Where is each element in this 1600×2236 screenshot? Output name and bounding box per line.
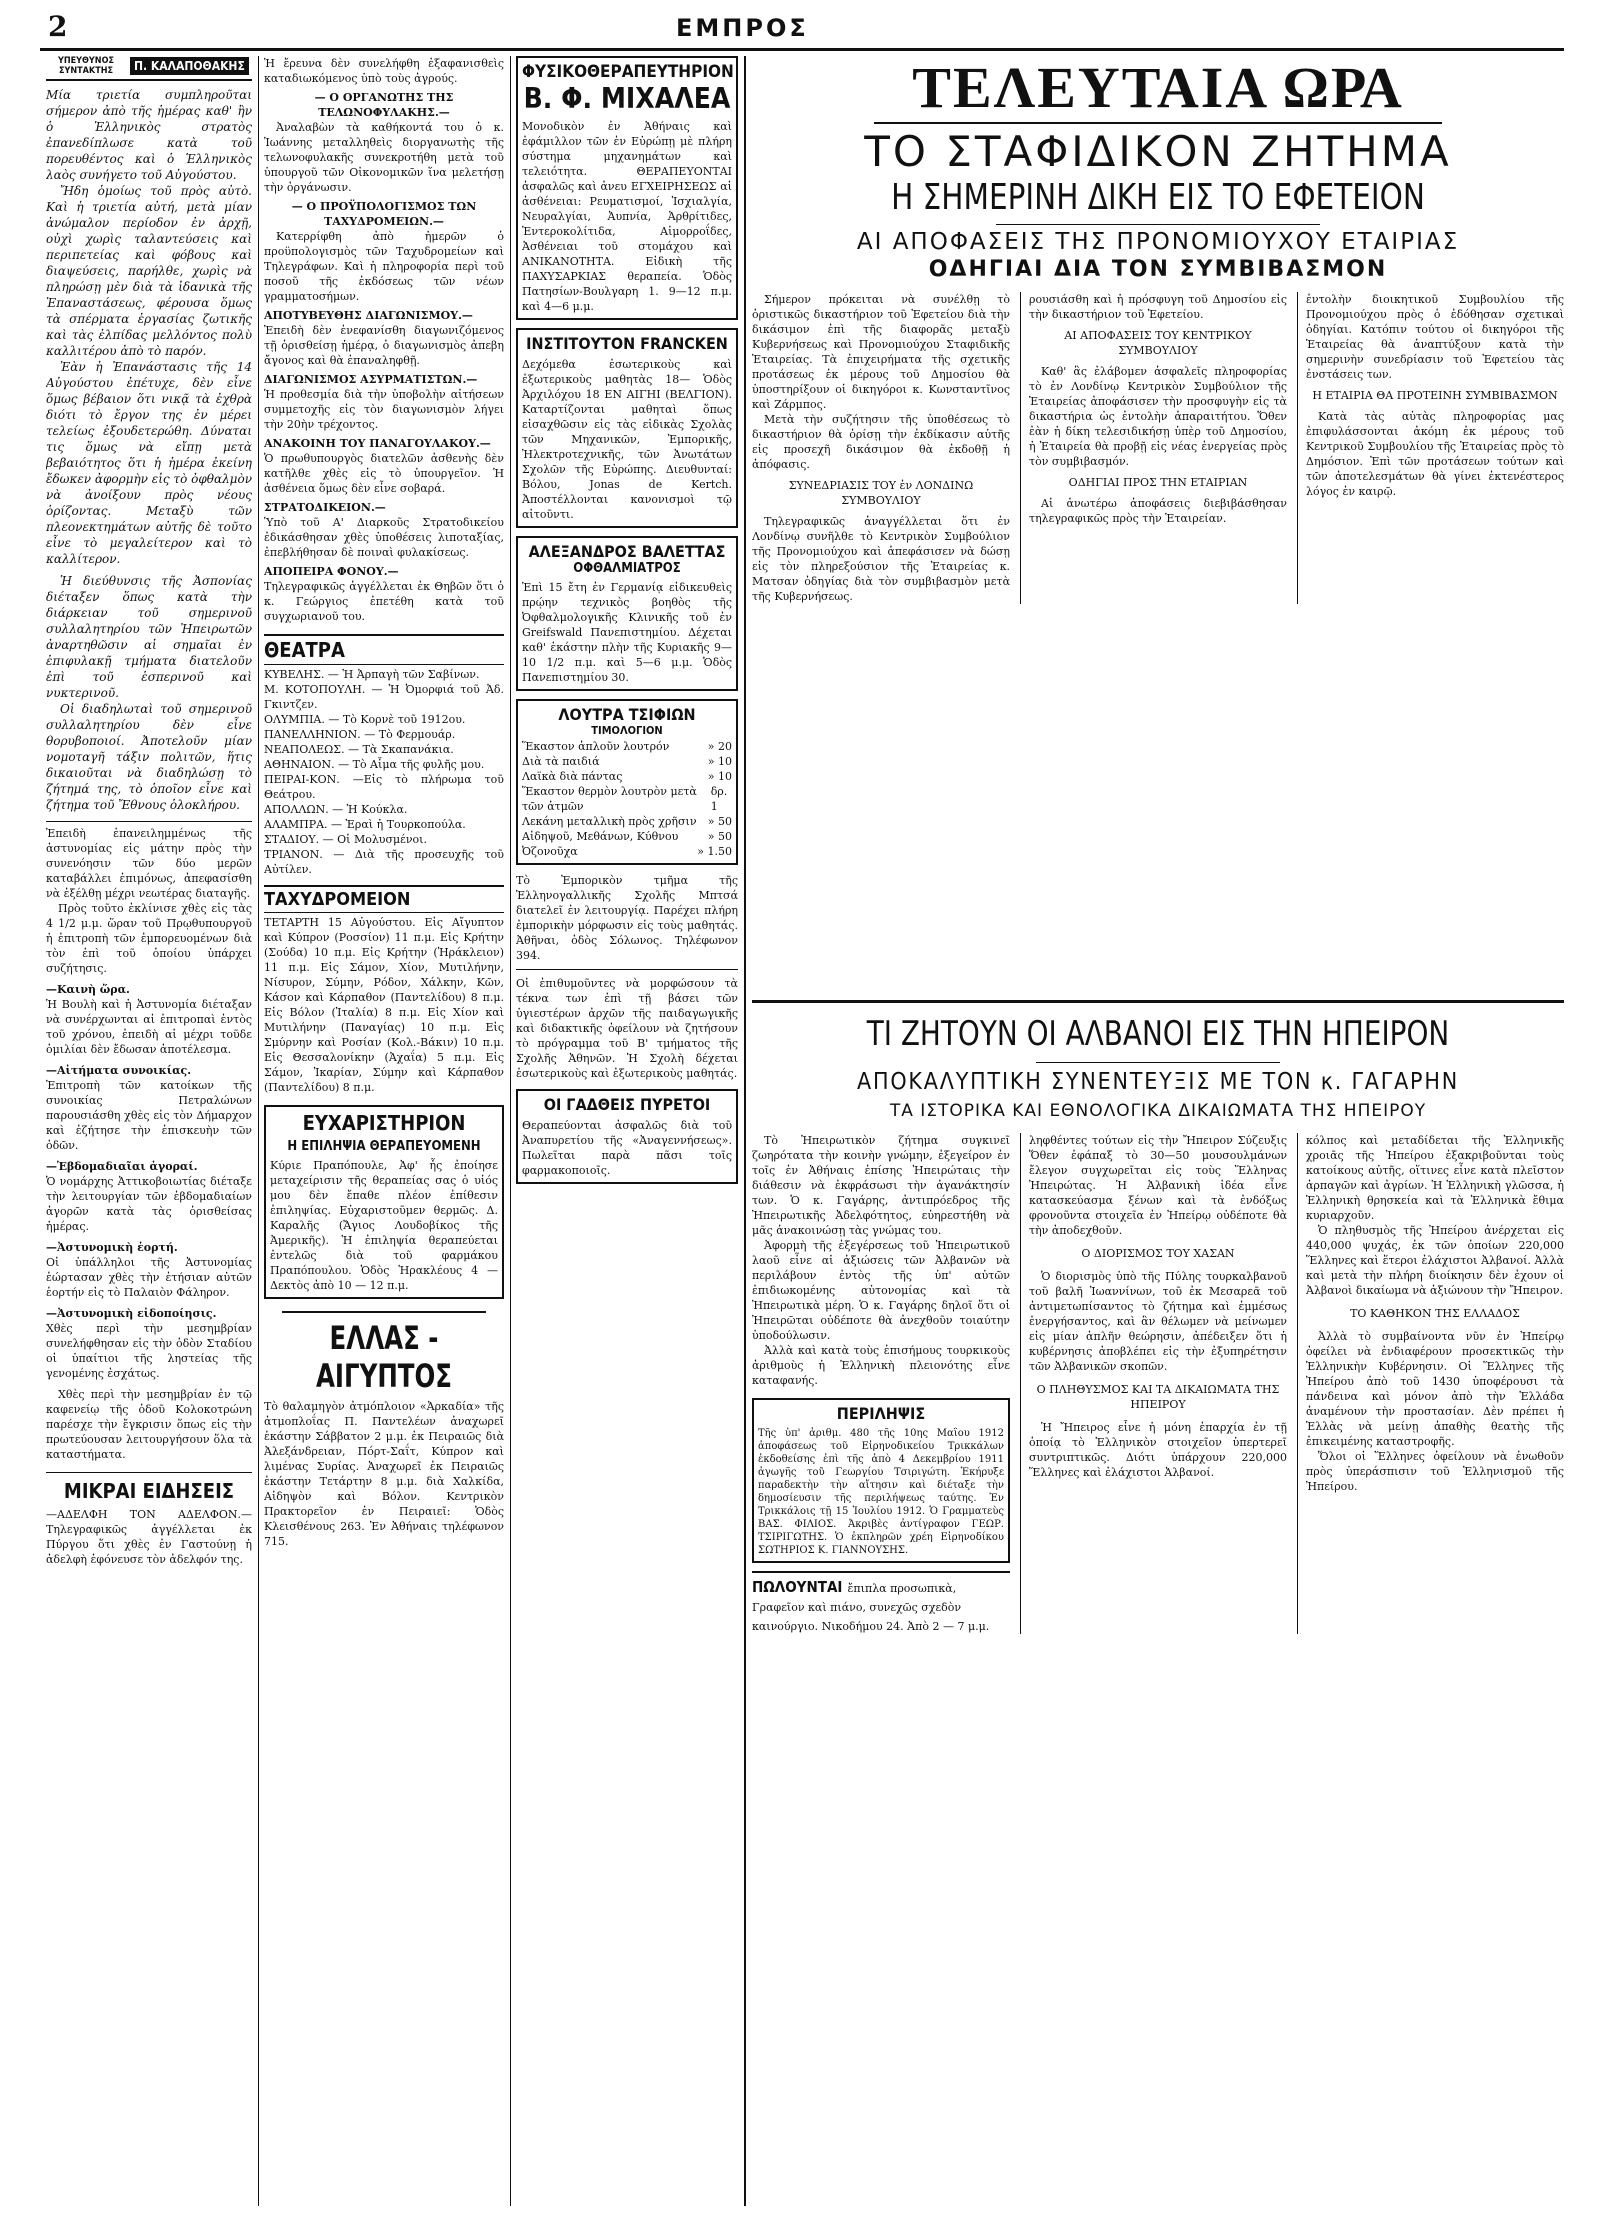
story-subheading: ΑΙ ΑΠΟΦΑΣΕΙΣ ΤΟΥ ΚΕΝΤΡΙΚΟΥ ΣΥΜΒΟΥΛΙΟΥ: [1064, 329, 1252, 357]
shipping-text: Τὸ θαλαμηγὸν ἀτμόπλοιον «Ἀρκαδία» τῆς ἀτμοπλοΐας Π. Παντελέων ἀναχωρεῖ ἑκάστην Σάββατον 2 μ.μ. ἐκ Πειραιῶς διὰ Ἀλεξάνδρειαν, Πόρτ-Σαΐτ, Κύπρον καὶ λιμένας Συρίας. Ἀναχωρεῖ ἐκ Πειραιῶς ἑκάστην Τετάρτην 8 μ.μ. διὰ Χαλκίδα, Αἰδηψὸν καὶ Βόλον. Κεντρικὸν Πρακτορεῖον ἐν Πειραιεῖ: Ὁδὸς Κλεισθένους 263. Ἐν Ἀθήναις τηλέφωνον 715.: [264, 1400, 504, 1548]
news-heading: —Καινὴ ὥρα.: [46, 983, 130, 996]
francken-advert: [516, 328, 738, 528]
column-2: [264, 56, 504, 1549]
fever-heading: ΟΙ ΓΑΔΘΕΙΣ ΠΥΡΕΤΟΙ: [543, 1095, 711, 1114]
story-paragraph: Ἀφορμὴ τῆς ἐξεγέρσεως τοῦ Ἠπειρωτικοῦ λαοῦ εἶνε αἱ ἀξιώσεις τῶν Ἀλβανῶν νὰ περιλάβουν ἐντὸς τῆς ὑπ' αὐτῶν ἐπιδιωκομένης αὐτονομίας καὶ τὰ Ἠπειρωτικὰ μέρη. Ὁ κ. Γαγάρης δηλοῖ ὅτι οἱ Ἠπειρῶται οὐδέποτε θὰ ἀνεχθοῦν τοιαύτην ὑποδούλωσιν.: [752, 1239, 1010, 1342]
price-row: [522, 829, 732, 844]
story-subheading: ΣΥΝΕΔΡΙΑΣΙΣ ΤΟΥ ἐν ΛΟΝΔΙΝΩ ΣΥΜΒΟΥΛΙΟΥ: [788, 479, 974, 507]
price-row: [522, 754, 732, 769]
baths-advert: [516, 699, 738, 865]
news-paragraph: Ἀναλαβὼν τὰ καθήκοντά του ὁ κ. Ἰωάννης μεταλληθεὶς διοργανωτὴς τῆς τελωνοφυλακῆς συνεκροτήθη μετὰ τοῦ ὑπουργοῦ τῶν Οἰκονομικῶν ἵνα μελετήσῃ τὴν ὀργάνωσιν.: [264, 121, 504, 194]
news-heading: ΣΤΡΑΤΟΔΙΚΕΙΟΝ.—: [264, 501, 386, 514]
summary-heading: ΠΕΡΙΛΗΨΙΣ: [836, 1404, 926, 1423]
short-news-text: —ΑΔΕΛΦΗ ΤΟΝ ΑΔΕΛΦΟΝ.— Τηλεγραφικῶς ἀγγέλλεται ἐκ Πύργου ὅτι χθὲς ἐν Γαστούνῃ ἡ ἀδελφὴ ἐφόνευσε τὸν ἀδελφόν της.: [46, 1508, 252, 1566]
albanians-story: [752, 1012, 1564, 1634]
story-paragraph: Ὅλοι οἱ Ἕλληνες ὀφείλουν νὰ ἐνωθοῦν πρὸς ὑπεράσπισιν τοῦ Ἑλληνισμοῦ τῆς Ἠπείρου.: [1306, 1450, 1564, 1493]
story-paragraph: Κατὰ τὰς αὐτὰς πληροφορίας μας ἐπιφυλάσσονται ἀκόμη ἐκ μέρους τοῦ Κεντρικοῦ Συμβουλίου τῆς Ἑταιρείας πρὸς τὸ Δημόσιον. Ἐπὶ τῶν προτάσεων τούτων καὶ τῶν ἀποτελεσμάτων θὰ γίνει ἐκτενέστερος λόγος ἐν καιρῷ.: [1306, 410, 1564, 498]
headline-albanians: ΤΙ ΖΗΤΟΥΝ ΟΙ ΑΛΒΑΝΟΙ ΕΙΣ ΤΗΝ ΗΠΕΙΡΟΝ: [866, 1014, 1450, 1054]
page-number: 2: [48, 10, 68, 43]
price-item: Ἕκαστον ἁπλοῦν λουτρόν: [522, 740, 670, 753]
physio-advert: [516, 56, 738, 320]
valettas-heading: ΑΛΕΞΑΝΔΡΟΣ ΒΑΛΕΤΤΑΣ: [528, 542, 726, 561]
story-separator: [752, 1000, 1564, 1003]
headline-interview: ΑΠΟΚΑΛΥΠΤΙΚΗ ΣΥΝΕΝΤΕΥΞΙΣ ΜΕ ΤΟΝ κ. ΓΑΓΑΡΗΝ: [857, 1069, 1459, 1095]
column-rule-1: [258, 56, 259, 2206]
story-subheading: Η ΕΤΑΙΡΙΑ ΘΑ ΠΡΟΤΕΙΝΗ ΣΥΜΒΙΒΑΣΜΟΝ: [1312, 389, 1558, 402]
editorial-paragraph: Ἤδη ὁμοίως τοῦ πρὸς αὐτὸ. Καὶ ἡ τριετία αὐτή, μετὰ μίαν ἀνώμαλον περίοδον ἐν ἀρχῇ, οὐχὶ χωρὶς ταλαντεύσεις καὶ περιπετείας καὶ φόβους καὶ διαψεύσεις, παρήλθε, χωρὶς νὰ πληρώσῃ μὲν διὰ τὰ ἰδανικὰ τῆς Ἐπαναστάσεως, φέρουσα ὅμως τὰ σπέρματα ἐργασίας ζωτικῆς καὶ τὰς ἐλπίδας μελλόντος πολὺ καλλιτέρου ἀπὸ τὸ παρόν.: [46, 184, 252, 358]
albanians-column-3: [1297, 1133, 1564, 1634]
summary-notice: [752, 1398, 1010, 1563]
column-rule-3: [744, 56, 746, 2206]
responsible-editor: [46, 56, 252, 81]
physio-heading: ΦΥΣΙΚΟΘΕΡΑΠΕΥΤΗΡΙΟΝ: [522, 62, 734, 82]
responsible-label: ΥΠΕΥΘΥΝΟΣ ΣΥΝΤΑΚΤΗΣ: [58, 56, 114, 76]
news-paragraph: Ἐπειδὴ ἐπανειλημμένως τῆς ἀστυνομίας εἰς μάτην πρὸς τὴν συνενόησιν τῶν δύο μερῶν καταβάλλει ἐπιμόνως, ἀπεφασίσθη νὰ ἐξέλθῃ μέχρι νεωτέρας διαταγῆς.: [46, 827, 252, 900]
theatre-listing: ΣΤΑΔΙΟΥ. — Οἱ Μολυσμένοι.: [264, 833, 427, 846]
price-value: » 10: [707, 770, 732, 783]
baths-price-list: [522, 739, 732, 859]
theatre-listing: ΑΘΗΝΑΙΟΝ. — Τὸ Αἷμα τῆς φυλῆς μου.: [264, 758, 485, 771]
price-item: Λαϊκὰ διὰ πάντας: [522, 770, 623, 783]
headline-company-decisions: ΑΙ ΑΠΟΦΑΣΕΙΣ ΤΗΣ ΠΡΟΝΟΜΙΟΥΧΟΥ ΕΤΑΙΡΙΑΣ: [856, 229, 1460, 255]
news-paragraph: Ἐπιτροπὴ τῶν κατοίκων τῆς συνοικίας Πετραλώνων παρουσιάσθη χθὲς εἰς τὸν Δήμαρχον καὶ ἐζήτησε τὴν ἐπισκευὴν τῶν ὁδῶν.: [46, 1079, 252, 1152]
divider: [516, 969, 738, 970]
divider: [46, 821, 252, 822]
thanks-advert: [264, 1105, 504, 1299]
raisin-column-3: [1297, 292, 1564, 604]
price-row: [522, 784, 732, 814]
theatre-listing: ΝΕΑΠΟΛΕΩΣ. — Τὰ Σκαπανάκια.: [264, 743, 454, 756]
for-sale-text: ἔπιπλα προσωπικὰ, Γραφεῖον καὶ πιάνο, συνεχῶς σχεδὸν καινούργιο. Νικοδήμου 24. Ἀπὸ 2 — 7 μ.μ.: [752, 1582, 990, 1633]
story-paragraph: Τὸ Ἠπειρωτικὸν ζήτημα συγκινεῖ ζωηρότατα τὴν κοινὴν γνώμην, ἐξεγείρον ἐν τοῖς ἐν Ἀθήναις ἐπίσης Ἠπειρώταις τὴν διάθεσιν νὰ ἐκφράσωσι τὴν ἀγανάκτησίν των. Ὁ κ. Γαγάρης, ἀντιπρόεδρος τῆς Ἠπειρωτικῆς Ἀδελφότητος, εὐηρεστήθη νὰ μᾶς ἀνακοινώσῃ τὰς γνώμας του.: [752, 1134, 1010, 1237]
albanians-column-2: [1020, 1133, 1287, 1634]
theatre-listing: ΚΥΒΕΛΗΣ. — Ἡ Ἀρπαγὴ τῶν Σαβίνων.: [264, 668, 480, 681]
responsible-name: Π. ΚΑΛΑΠΟΘΑΚΗΣ: [130, 57, 249, 75]
story-paragraph: ἐντολὴν διοικητικοῦ Συμβουλίου τῆς Προνομιούχου πρὸς ὁ ἐδόθησαν σχετικαὶ ὁδηγίαι. Κατόπιν τούτου οἱ δικηγόροι τῆς Ἑταιρείας θὰ ἀναπτύξουν κατὰ τὴν σημερινὴν συνεδρίασιν τοῦ Ἐφετείου τὰς ἐνστάσεις των.: [1306, 293, 1564, 381]
news-paragraph: Ἡ Βουλὴ καὶ ἡ Ἀστυνομία διέταξαν νὰ συνέρχωνται αἱ ἐπιτροπαὶ ἐντὸς τοῦ χρόνου, ἐπειδὴ αἱ μέχρι τοῦδε ὁμιλίαι δὲν ἔδωσαν ἀποτέλεσμα.: [46, 998, 252, 1056]
epilepsy-heading: Η ΕΠΙΛΗΨΙΑ ΘΕΡΑΠΕΥΟΜΕΝΗ: [287, 1139, 481, 1154]
price-row: [522, 844, 732, 859]
column-1: [46, 56, 252, 1567]
story-paragraph: Καθ' ἃς ἐλάβομεν ἀσφαλεῖς πληροφορίας τὸ ἐν Λονδίνῳ Κεντρικὸν Συμβούλιον τῆς Ἑταιρείας ἀποφάσισεν τὴν προσφυγὴν εἰς τὰ δικαστήρια ὡς ἐντολὴν ἀπαραιτήτου. Ὅθεν ἐὰν ἡ δίκη τελεσιδικήσῃ ὑπὲρ τοῦ Δημοσίου, ἡ Ἑταιρεία θὰ προβῇ εἰς νέας ἐνεργείας πρὸς τὸν συμβιβασμόν.: [1029, 365, 1287, 468]
theatre-listing: ΑΠΟΛΛΩΝ. — Ἡ Κούκλα.: [264, 803, 408, 816]
theatre-listing: Μ. ΚΟΤΟΠΟΥΛΗ. — Ἡ Ὀμορφιά τοῦ Ἀδ. Γκιντζεν.: [264, 683, 504, 711]
story-paragraph: κόλπος καὶ μεταδίδεται τῆς Ἑλληνικῆς χροιᾶς τῆς Ἠπείρου ἐξακριβοῦνται τοὺς κατοίκους αὐτῆς, οἵτινες εἶνε κατὰ πλεῖστον ἀρπαγῶν καὶ ἀγρίων. Ἡ Ἑλληνικὴ γλῶσσα, ἡ Ἑλληνικὴ θρησκεία καὶ τὰ Ἑλληνικὰ ἔθιμα κυριαρχοῦν.: [1306, 1134, 1564, 1222]
price-row: [522, 739, 732, 754]
francken-text: Δεχόμεθα ἐσωτερικοὺς καὶ ἐξωτερικοὺς μαθητὰς 18— Ὁδὸς Ἀρχιλόχου 18 ΕΝ ΑΙΓΗΙ (ΒΕΛΓΙΟΝ). Καταρτίζονται μαθηταὶ ὅπως εἰσαχθῶσιν εἰς τὰς εἰδικὰς Σχολὰς τῶν Μηχανικῶν, Ἐμπορικῆς, Ἠλεκτροτεχνικῆς, τῶν Ἀνωτάτων Σχολῶν τῆς Εὐρώπης. Διευθυνταί: Βόλου, Jonas de Kertch. Ἀποστέλλονται κανονισμοὶ τῷ αἰτοῦντι.: [522, 358, 732, 521]
price-value: » 10: [707, 755, 732, 768]
story-subheading: ΟΔΗΓΙΑΙ ΠΡΟΣ ΤΗΝ ΕΤΑΙΡΙΑΝ: [1068, 476, 1248, 489]
price-value: » 1.50: [697, 845, 732, 858]
story-paragraph: Αἱ ἀνωτέρω ἀποφάσεις διεβιβάσθησαν τηλεγραφικῶς πρὸς τὴν Ἑταιρείαν.: [1029, 497, 1287, 525]
divider: [874, 122, 1442, 124]
story-paragraph: Μετὰ τὴν συζήτησιν τῆς ὑποθέσεως τὸ δικαστήριον θὰ ὁρίσῃ τὴν ἐκδίκασιν αὐτῆς εἰς προσεχῆ δικάσιμον θὰ ἐκδοθῇ ἡ ἀπόφασις.: [752, 413, 1010, 471]
story-paragraph: Ὁ πληθυσμὸς τῆς Ἠπείρου ἀνέρχεται εἰς 440,000 ψυχάς, ἐκ τῶν ὁποίων 220,000 Ἕλληνες καὶ ἕτεροι ἐλάχιστοι Ἀλβανοί. Ἀλλὰ καὶ μετὰ τὴν πλήρη διοίκησιν δὲν ἐχουν οἱ Ἀλβανοὶ δικαίωμα νὰ ἀξιώνουν τὴν Ἤπειρον.: [1306, 1224, 1564, 1297]
epilepsy-text: Κύριε Πραπόπουλε, Ἀφ' ἧς ἐποίησε μεταχείρισιν τῆς θεραπείας σας ὁ υἱός μου δὲν ἔπαθε πλέον ἐπίθεσιν ἐπιληψίας. Εὐχαριστοῦμεν θερμῶς. Δ. Καραλῆς (Ἄγιος Λουδοβίκος τῆς Ἀμερικῆς). Ἡ ἐπιληψία θεραπεύεται ἐντελῶς διὰ τοῦ φαρμάκου Πραπόπουλου. Ὁδὸς Ἡρακλέους 4 — Δεκτὸς ἀπὸ 10 — 12 π.μ.: [270, 1159, 498, 1292]
price-item: Ἕκαστον θερμὸν λουτρὸν μετὰ τῶν ἀτμῶν: [522, 785, 697, 813]
main-story: [752, 55, 1564, 604]
divider: [996, 224, 1321, 225]
price-item: Ὀζονοῦχα: [522, 845, 578, 858]
price-value: » 20: [707, 740, 732, 753]
story-paragraph: ληφθέντες τούτων εἰς τὴν Ἤπειρον Σύζευξις Ὅθεν ἐφάπαξ τὸ 30—50 μουσουλμάνων ἔλεγον συγχωρεῖται εἰς τοὺς Ἕλληνας Ἠπειρώτας. Ἡ Ἀλβανικὴ ἰδέα εἶνε κατασκεύασμα ξένων καὶ τὰ ἐνδόξως φρονοῦντα στοιχεῖα ἐν Ἠπείρῳ οὐδέποτε θὰ τὴν ἀποδεχθοῦν.: [1029, 1134, 1287, 1237]
news-heading: ΑΠΟΤΥΒΕΥΘΗΣ ΔΙΑΓΩΝΙΣΜΟΥ.—: [264, 309, 473, 322]
albanians-story-columns: [752, 1133, 1564, 1634]
story-paragraph: Σήμερον πρόκειται νὰ συνέλθῃ τὸ ὁριστικῶς δικαστήριον τοῦ Ἐφετείου διὰ τὴν δικάσιμον ἐπὶ τῆς διαφορᾶς μεταξὺ Κυβερνήσεως καὶ Προνομιούχου Σταφιδικῆς Ἑταιρείας. Τὰ ἐπιχειρήματα τῆς σχετικῆς προτάσεως ἐκ μέρους τοῦ Δημοσίου θὰ ὑποστηρίξουν οἱ δικηγόροι κ. Κωνσταντῖνος καὶ Ζάρμπος.: [752, 293, 1010, 411]
masthead-rule: [40, 48, 1564, 51]
story-paragraph: Ὁ διορισμὸς ὑπὸ τῆς Πύλης τουρκαλβανοῦ τοῦ βαλῆ Ἰωαννίνων, τοῦ ἐκ Μεσαρεᾶ τοῦ ἀντιμετωπίσαντος τὸ ζήτημα καὶ ἐμμέσως ἐνεργήσαντος, καὶ ἂν θέλωμεν νὰ μείνωμεν εἰς μίαν ἀπλῆν θεώρησιν, ἀπέδειξεν ὅτι ἡ κυβέρνησις ἀποβλέπει εἰς τὴν ἐξυπηρέτησιν τῶν Ἀλβανικῶν σκοπῶν.: [1029, 1270, 1287, 1373]
price-value: » 50: [707, 830, 732, 843]
news-paragraph: Πρὸς τοῦτο ἐκλίνισε χθὲς εἰς τὰς 4 1/2 μ.μ. ὥραν τοῦ Πρῳθυπουργοῦ ἡ ἐπιτροπὴ τῶν ἐμπορευομένων διὰ τὸν ἐπὶ τοῦ ὁποίου ὑπάρχει συζήτησις.: [46, 902, 252, 975]
raisin-column-1: [752, 292, 1010, 604]
fever-text: Θεραπεύονται ἀσφαλῶς διὰ τοῦ Ἀναπυρετίου τῆς «Ἀναγεννήσεως». Πωλεῖται παρὰ πᾶσι τοῖς φαρμακοποιοῖς.: [522, 1119, 732, 1177]
news-heading: —Ἀστυνομικὴ εἰδοποίησις.: [46, 1307, 217, 1320]
story-paragraph: Ἀλλὰ καὶ κατὰ τοὺς ἐπισήμους τουρκικοὺς ἀριθμοὺς ἡ Ἑλληνικὴ πλειονότης εἶνε καταφανής.: [752, 1344, 1010, 1387]
post-office-text: ΤΕΤΑΡΤΗ 15 Αὐγούστου. Εἰς Αἴγυπτον καὶ Κύπρον (Ροσσίον) 11 π.μ. Εἰς Κρήτην (Σούδα) 10 π.μ. Εἰς Κρήτην (Ἡράκλειον) 11 π.μ. Εἰς Σάμον, Χίον, Μυτιλήνην, Νίσυρον, Σύμην, Ρόδον, Χάλκην, Κῶν, Κάσον καὶ Κάρπαθον (Παντελίδου) 8 π.μ. Εἰς Βόλον (Ἰταλία) 8 π.μ. Εἰς Χίον καὶ Μυτιλήνην (Παναγίας) 10 π.μ. Εἰς Σμύρνην καὶ Ροσίαν (Κολ.-Βάκιν) 10 π.μ. Εἰς Θεσσαλονίκην (Ἀχαΐα) 5 π.μ. Εἰς Σάμον, Ἰκαρίαν, Σύμην καὶ Κάρπαθον (Παντελίδου) 8 π.μ.: [264, 916, 504, 1094]
albanians-column-1: [752, 1133, 1010, 1634]
news-heading: ΑΝΑΚΟΙΝΗ ΤΟΥ ΠΑΝΑΓΟΥΛΑΚΟΥ.—: [264, 437, 491, 450]
theatre-listing: ΤΡΙΑΝΟΝ. — Διὰ τῆς προσευχῆς τοῦ Αὐτίλεν.: [264, 848, 504, 876]
for-sale-heading: ΠΩΛΟΥΝΤΑΙ: [752, 1578, 843, 1596]
news-paragraph: Ὑπὸ τοῦ Α' Διαρκοῦς Στρατοδικείου ἐδικάσθησαν χθὲς ὑποθέσεις λιποταξίας, ἐπεβλήθησαν δὲ ποιναὶ φυλακίσεως.: [264, 516, 504, 559]
news-paragraph: Ἡ ἔρευνα δὲν συνελήφθη ἐξαφανισθεὶς καταδιωκόμενος ὑπὸ τοὺς ἀγρούς.: [264, 57, 504, 85]
story-subheading: Ο ΔΙΟΡΙΣΜΟΣ ΤΟΥ ΧΑΣΑΝ: [1081, 1247, 1235, 1260]
price-row: [522, 769, 732, 784]
headline-instructions: ΟΔΗΓΙΑΙ ΔΙΑ ΤΟΝ ΣΥΜΒΙΒΑΣΜΟΝ: [928, 257, 1388, 282]
theatre-listing: ΟΛΥΜΠΙΑ. — Τὸ Κορνὲ τοῦ 1912ου.: [264, 713, 466, 726]
story-paragraph: ρουσιάσθη καὶ ἡ πρόσφυγη τοῦ Δημοσίου εἰς τὴν δικαστήριον τοῦ Ἐφετείου.: [1029, 293, 1287, 321]
news-paragraph: Οἱ ὑπάλληλοι τῆς Ἀστυνομίας ἑώρτασαν χθὲς τὴν ἐτήσιαν αὐτῶν ἑορτήν εἰς τὸ Παλαιὸν Φάληρον.: [46, 1256, 252, 1299]
valettas-subheading: ΟΦΘΑΛΜΙΑΤΡΟΣ: [573, 561, 681, 576]
news-paragraph: Χθὲς περὶ τὴν μεσημβρίαν συνελήφθησαν εἰς τὴν ὁδὸν Σταδίου οἱ ὑπαίτιοι τῆς ληστείας τῆς γενομένης ἐσχάτως.: [46, 1322, 252, 1380]
editorial-paragraph: Ἐὰν ἡ Ἐπανάστασις τῆς 14 Αὐγούστου ἐπέτυχε, δὲν εἶνε ὅμως βέβαιον ὅτι νικᾷ τὰ ἐχθρὰ διότι τὸ ἔργον της ἐν μέρει τελείως ἐξουδετερώθη. Δύναται τις ὅμως νὰ εἴπῃ μετὰ βεβαιότητος ὅτι ἡ ἡμέρα ἐκείνη ἔδωκεν ἀφορμὴν εἰς τὸ ὀφθαλμὸν νὰ ἀνοίξουν πρὸς νέους ὁρίζοντας. Μεταξὺ τῶν πλεονεκτημάτων αὐτῆς δὲ τοῦτο εἶνε τὸ μεγαλείτερον καὶ τὸ καλλίτερον.: [46, 360, 252, 566]
price-item: Διὰ τὰ παιδιά: [522, 755, 600, 768]
news-heading: —Αἰτήματα συνοικίας.: [46, 1064, 192, 1077]
news-paragraph: Ὁ νομάρχης Ἀττικοβοιωτίας διέταξε τὴν λειτουργίαν τῶν ἑβδομαδιαίων ἀγορῶν κατὰ τὰς ὁρισθείσας ἡμέρας.: [46, 1175, 252, 1233]
newspaper-title: ΕΜΠΡΟΣ: [676, 14, 809, 42]
news-paragraph: Ὁ πρωθυπουργὸς διατελῶν ἀσθενὴς δὲν κατῆλθε χθὲς εἰς τὸ ὑπουργεῖον. Ἡ ἀσθένεια ὅμως δὲν εἶνε σοβαρά.: [264, 452, 504, 495]
news-heading: —Ἀστυνομικὴ ἑορτή.: [46, 1241, 178, 1254]
valettas-text: Ἐπὶ 15 ἔτη ἐν Γερμανίᾳ εἰδικευθεὶς πρῴην τεχνικὸς βοηθὸς τῆς Ὀφθαλμολογικῆς Κλινικῆς τοῦ ἐν Greifswald Πανεπιστημίου. Δέχεται καθ' ἑκάστην πλὴν τῆς Κυριακῆς 9—10 1/2 π.μ. καὶ 5—6 μ.μ. Ὁδὸς Πανεπιστημίου 30.: [522, 581, 732, 684]
physio-text: Μονοδικὸν ἐν Ἀθήναις καὶ ἐφάμιλλον τῶν ἐν Εὐρώπῃ μὲ πλήρη σύστημα μηχανημάτων καὶ τελειότητα. ΘΕΡΑΠΕΥΟΝΤΑΙ ἀσφαλῶς καὶ ἀνευ ΕΓΧΕΙΡΗΣΕΩΣ αἱ ἀσθένειαι: Ρευματισμοί, Ἰσχιαλγία, Νευραλγίαι, Ἀυπνία, Ἀρθρίτιδες, Ἐντεροκολίτιδα, Αἱμορροΐδες, Ἀσθένειαι τοῦ στομάχου καὶ ΑΝΙΚΑΝΟΤΗΤΑ. Εἰδικὴ τῆς ΠΑΧΥΣΑΡΚΙΑΣ θεραπεία. Ὁδὸς Πατησίων-Βουλγαρη 1. 9—12 π.μ. καὶ 4—6 μ.μ.: [522, 120, 732, 313]
physio-name: Β. Φ. ΜΙΧΑΛΕΑ: [523, 82, 731, 115]
theatre-listing: ΠΑΝΕΛΛΗΝΙΟΝ. — Τὸ Φερμουάρ.: [264, 728, 456, 741]
news-paragraph: Τηλεγραφικῶς ἀγγέλλεται ἐκ Θηβῶν ὅτι ὁ κ. Γεώργιος ἐπετέθη κατὰ τοῦ συγχωριανοῦ του.: [264, 580, 504, 623]
news-paragraph: Κατερρίφθη ἀπὸ ἡμερῶν ὁ προϋπολογισμὸς τῶν Ταχυδρομείων καὶ Τηλεγράφων. Καὶ ἡ πληροφορία περὶ τοῦ ποσοῦ τῆς ἐκδόσεως τῶν νέων γραμματοσήμων.: [264, 230, 504, 303]
commercial-school-text: Τὸ Ἐμπορικὸν τμῆμα τῆς Ἑλληνογαλλικῆς Σχολῆς Μπτσά διατελεῖ ἐν λειτουργίᾳ. Παρέχει πλήρη ἐμπορικὴν μόρφωσιν εἰς τοὺς μαθητάς. Ἀθῆναι, ὁδὸς Σόλωνος. Τηλέφωνον 394.: [516, 874, 738, 962]
editorial-paragraph: Οἱ διαδηλωταὶ τοῦ σημερινοῦ συλλαλητηρίου δὲν εἶνε θορυβοποιοί. Ἀποτελοῦν μίαν νομοταγῆ τάξιν πολιτῶν, ἥτις δικαιοῦται νὰ διαδηλώσῃ τὸ ζήτημά της, τὸ ὁποῖον εἶνε καὶ ζήτημα τοῦ Ἔθνους ὁλοκλήρου.: [46, 702, 252, 812]
column-rule-2: [510, 56, 511, 2206]
thanks-heading: ΕΥΧΑΡΙΣΤΗΡΙΟΝ: [302, 1111, 466, 1135]
short-news-heading: ΜΙΚΡΑΙ ΕΙΔΗΣΕΙΣ: [46, 1472, 252, 1503]
for-sale-advert: [752, 1571, 1010, 1634]
news-paragraph: Χθὲς περὶ τὴν μεσημβρίαν ἐν τῷ καφενείῳ τῆς ὁδοῦ Κολοκοτρώνη παρέσχε τὴν ἔγκρισιν ὅπως εἰς τὴν πρωτεύουσαν λειτουργήσουν ὅλα τὰ καταστήματα.: [46, 1388, 252, 1461]
theatre-listing: ΑΛΑΜΠΡΑ. — Ἐραὶ ἡ Τουρκοπούλα.: [264, 818, 466, 831]
headline-last-hour: ΤΕΛΕΥΤΑΙΑ ΩΡΑ: [912, 55, 1404, 120]
news-paragraph: Ἡ προθεσμία διὰ τὴν ὑποβολὴν αἰτήσεων συμμετοχῆς εἰς τὸν διαγωνισμὸν λήγει τὴν 20ὴν τρέχοντος.: [264, 388, 504, 431]
news-heading: — Ο ΟΡΓΑΝΩΤΗΣ ΤΗΣ ΤΕΛΩΝΟΦΥΛΑΚΗΣ.—: [314, 91, 454, 119]
theatre-listing: ΠΕΙΡΑΙ-ΚΟΝ. —Εἰς τὸ πλήρωμα τοῦ Θεάτρου.: [264, 773, 504, 801]
headline-appeal-trial: Η ΣΗΜΕΡΙΝΗ ΔΙΚΗ ΕΙΣ ΤΟ ΕΦΕΤΕΙΟΝ: [891, 177, 1425, 218]
column-3: [516, 56, 738, 1184]
news-heading: ΑΠΟΠΕΙΡΑ ΦΟΝΟΥ.—: [264, 565, 399, 578]
baths-heading: ΛΟΥΤΡΑ ΤΣΙΦΙΩΝ: [558, 705, 696, 724]
shipping-heading: ΕΛΛΑΣ - ΑΙΓΥΠΤΟΣ: [282, 1311, 486, 1395]
school-text: Οἱ ἐπιθυμοῦντες νὰ μορφώσουν τὰ τέκνα των ἐπὶ τῇ βάσει τῶν ὑγιεστέρων ἀρχῶν τῆς παιδαγωγικῆς καὶ διδακτικῆς ὀφείλουν νὰ ζητήσουν τὸ πρόγραμμα τοῦ Β' τμήματος τῆς Σχολῆς Ἀθηνῶν. Ἡ Σχολὴ δέχεται ἐσωτερικοὺς καὶ ἐξωτερικοὺς μαθητάς.: [516, 977, 738, 1080]
valettas-advert: [516, 536, 738, 691]
price-row: [522, 814, 732, 829]
price-item: Αἰδηψοῦ, Μεθάνων, Κύθνου: [522, 830, 679, 843]
story-subheading: Ο ΠΛΗΘΥΣΜΟΣ ΚΑΙ ΤΑ ΔΙΚΑΙΩΜΑΤΑ ΤΗΣ ΗΠΕΙΡΟΥ: [1036, 1383, 1280, 1411]
editorial-paragraph: Μία τριετία συμπληροῦται σήμερον ἀπὸ τῆς ἡμέρας καθ' ἣν ὁ Ἑλληνικὸς στρατὸς ἐπανεδίπλωσε κατὰ τοῦ πορευθέντος καὶ ὁ Ἑλληνικὸς λαὸς συνήγετο τοῦ Αὐγούστου.: [46, 88, 252, 182]
story-subheading: ΤΟ ΚΑΘΗΚΟΝ ΤΗΣ ΕΛΛΑΔΟΣ: [1350, 1307, 1520, 1320]
theatres-heading: ΘΕΑΤΡΑ: [264, 634, 504, 665]
divider: [1036, 1062, 1280, 1063]
story-paragraph: Ἡ Ἤπειρος εἶνε ἡ μόνη ἐπαρχία ἐν τῇ ὁποίᾳ τὸ Ἑλληνικὸν στοιχεῖον ὑπερτερεῖ συντριπτικῶς. Διότι ὑπάρχουν 220,000 Ἕλληνες καὶ ἐλάχιστοι Ἀλβανοί.: [1029, 1421, 1287, 1479]
price-value: δρ. 1: [710, 785, 728, 813]
francken-heading: ΙΝΣΤΙΤΟΥΤΟΝ FRANCKEN: [526, 334, 728, 353]
news-heading: ΔΙΑΓΩΝΙΣΜΟΣ ΑΣΥΡΜΑΤΙΣΤΩΝ.—: [264, 373, 478, 386]
raisin-column-2: [1020, 292, 1287, 604]
news-paragraph: Ἐπειδὴ δὲν ἐνεφανίσθη διαγωνιζόμενος τῇ ὁρισθείσῃ ἡμέρᾳ, ὁ διαγωνισμὸς ἀπεβη ἄγονος καὶ θὰ ἐπαναληφθῇ.: [264, 324, 504, 367]
news-heading: —Ἑβδομαδιαῖαι ἀγοραί.: [46, 1160, 198, 1173]
price-value: » 50: [707, 815, 732, 828]
price-item: Λεκάνη μεταλλικὴ πρὸς χρῆσιν: [522, 815, 697, 828]
post-office-heading: ΤΑΧΥΔΡΟΜΕΙΟΝ: [264, 885, 504, 913]
headline-raisin-question: ΤΟ ΣΤΑΦΙΔΙΚΟΝ ΖΗΤΗΜΑ: [864, 127, 1452, 176]
headline-rights: ΤΑ ΙΣΤΟΡΙΚΑ ΚΑΙ ΕΘΝΟΛΟΓΙΚΑ ΔΙΚΑΙΩΜΑΤΑ ΤΗΣ ΗΠΕΙΡΟΥ: [889, 1101, 1427, 1121]
story-paragraph: Ἀλλὰ τὸ συμβαίνοντα νῦν ἐν Ἠπείρῳ ὀφείλει νὰ ἐνδιαφέρουν προσεκτικῶς τὴν Ἑλληνικὴν Κυβέρνησιν. Οἱ Ἕλληνες τῆς Ἠπείρου ἀπὸ τοῦ 1430 ὑποφέρουσι τὰ πάνδεινα καὶ μόνον ἀπὸ τὴν Ἑλλάδα ἀναμένουν τὴν προστασίαν. Δὲν πρέπει ἡ Ἑλλὰς νὰ μείνῃ ἀπαθὴς θεατὴς τῆς ἐπικειμένης καταστροφῆς.: [1306, 1330, 1564, 1448]
theatres-list: [264, 667, 504, 877]
story-paragraph: Τηλεγραφικῶς ἀναγγέλλεται ὅτι ἐν Λονδίνῳ συνῆλθε τὸ Κεντρικὸν Συμβούλιον τῆς Προνομιούχου καὶ ἀπεφάσισεν νὰ δώσῃ εἰς τὸν πληρεξούσιον τῆς Ἑταιρείας κ. Ματσαν ὁδηγίας διὰ τὸν συμβιβασμὸν μετὰ τῆς Κυβερνήσεως.: [752, 515, 1010, 603]
raisin-story-columns: [752, 292, 1564, 604]
news-heading: — Ο ΠΡΟΫΠΟΛΟΓΙΣΜΟΣ ΤΩΝ ΤΑΧΥΔΡΟΜΕΙΩΝ.—: [291, 200, 477, 228]
editorial-paragraph: Ἡ διεύθυνσις τῆς Ἀσπονίας διέταξεν ὅπως κατὰ τὴν διάρκειαν τοῦ σημερινοῦ συλλαλητηρίου τῶν Ἠπειρωτῶν ἀναρτηθῶσιν αἱ σημαῖαι ἐν ἐπιφυλακῇ τμήματα διατελοῦν ἐπὶ τοῦ ἑσπερινοῦ καὶ νυκτερινοῦ.: [46, 574, 252, 700]
summary-text: Τῆς ὑπ' ἀριθμ. 480 τῆς 10ης Μαΐου 1912 ἀποφάσεως τοῦ Εἰρηνοδικείου Τρικκάλων ἐκδοθείσης ἐπὶ τῆς ἀπὸ 4 Δεκεμβρίου 1911 ἀγωγῆς τοῦ Γεωργίου Τσιριγώτη. Ἐκήρυξε παραδεκτὴν τὴν αἴτησιν καὶ διέταξε τὴν δημοσίευσιν τῆς περιλήψεως ταύτης. Ἐν Τρικκάλοις τῇ 15 Ἰουλίου 1912. Ὁ Γραμματεὺς ΒΑΣ. ΦΙΛΙΟΣ. Ἀκριβὲς ἀντίγραφον ΓΕΩΡ. ΤΣΙΡΙΓΩΤΗΣ. Ὁ ἐκπληρῶν χρέη Εἰρηνοδίκου ΣΩΤΗΡΙΟΣ Κ. ΓΙΑΝΝΟΥΣΗΣ.: [758, 1428, 1004, 1556]
fever-advert: [516, 1089, 738, 1184]
baths-subheading: ΤΙΜΟΛΟΓΙΟΝ: [591, 724, 663, 737]
